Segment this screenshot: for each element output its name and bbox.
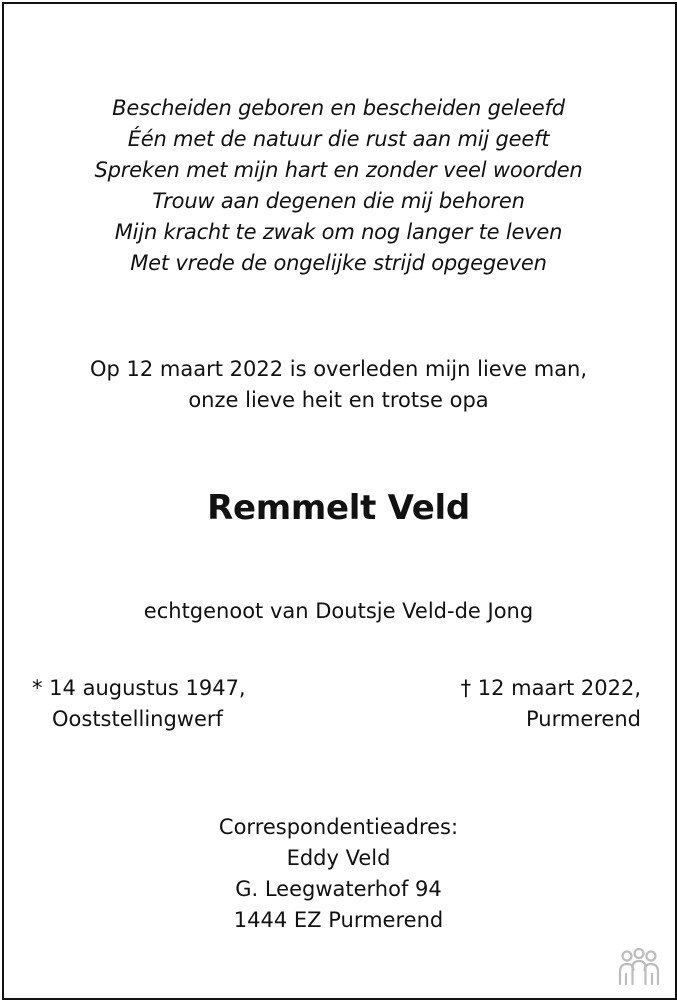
announcement (0, 354, 677, 416)
birth-date: * 14 augustus 1947, (32, 676, 246, 700)
correspondence-address (0, 812, 677, 936)
deceased-name: Remmelt Veld (207, 488, 470, 528)
death-date: † 12 maart 2022, (460, 676, 641, 700)
poem-line: Bescheiden geboren en bescheiden geleefd (112, 96, 565, 120)
address-line: Eddy Veld (286, 846, 391, 870)
announcement-line: onze lieve heit en trotse opa (188, 388, 489, 412)
poem-line: Spreken met mijn hart en zonder veel woorden (94, 158, 583, 182)
address-heading: Correspondentieadres: (218, 815, 459, 839)
birth-info (32, 673, 246, 735)
people-group-icon (615, 948, 663, 986)
poem (0, 93, 677, 279)
poem-line: Mijn kracht te zwak om nog langer te leven (114, 220, 563, 244)
address-line: G. Leegwaterhof 94 (235, 877, 442, 901)
spouse-line: echtgenoot van Doutsje Veld-de Jong (143, 599, 534, 623)
announcement-line: Op 12 maart 2022 is overleden mijn lieve man, (89, 357, 588, 381)
poem-line: Één met de natuur die rust aan mij geeft (127, 127, 550, 151)
death-info (461, 673, 641, 735)
birth-place: Ooststellingwerf (52, 707, 223, 731)
poem-line: Met vrede de ongelijke strijd opgegeven (130, 251, 547, 275)
address-line: 1444 EZ Purmerend (233, 908, 444, 932)
death-place: Purmerend (526, 707, 641, 731)
poem-line: Trouw aan degenen die mij behoren (152, 189, 525, 213)
